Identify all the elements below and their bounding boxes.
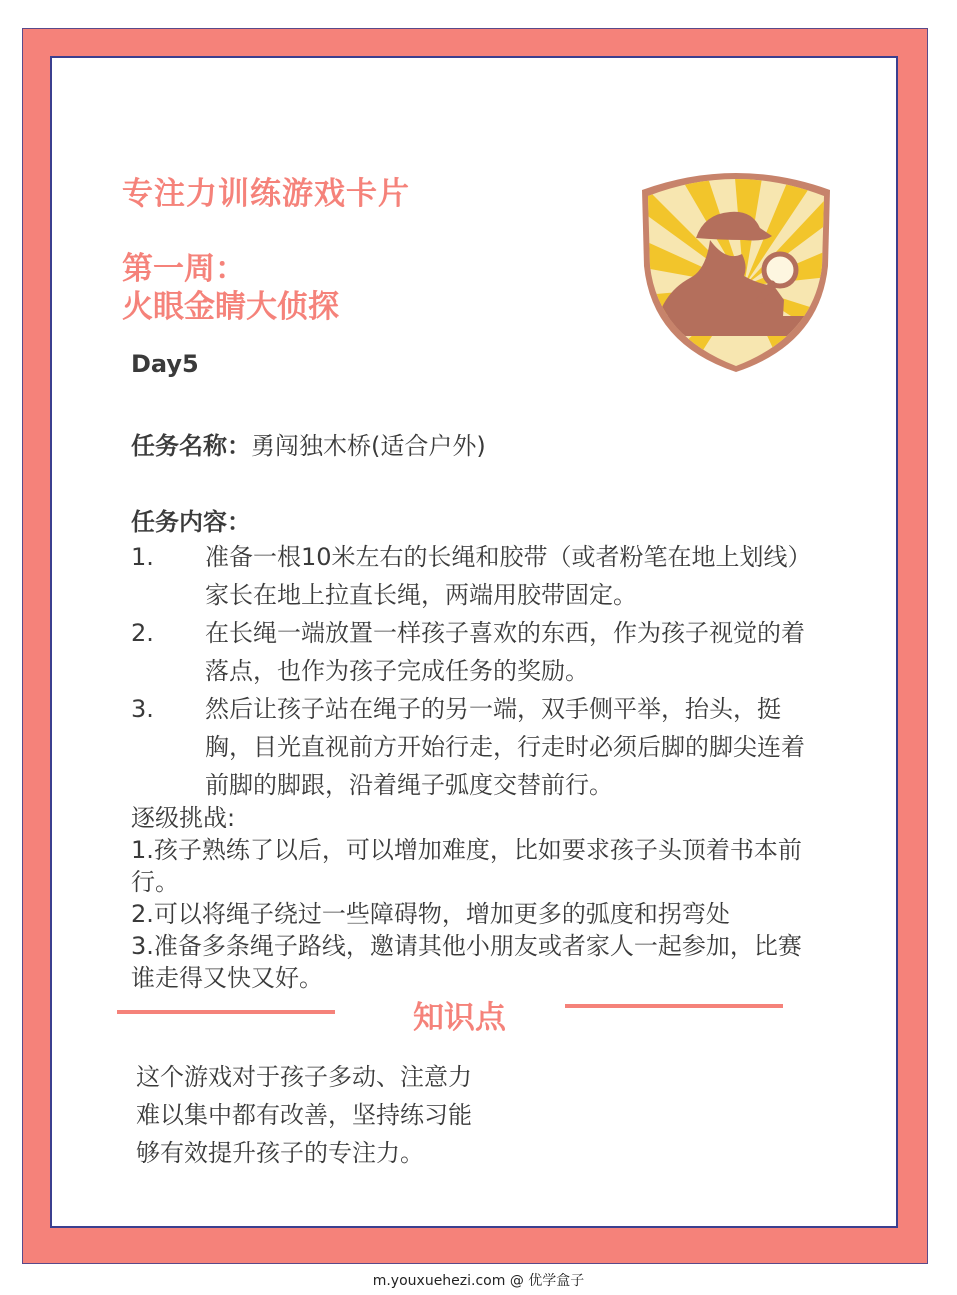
week-heading — [122, 250, 339, 326]
step-text: 然后让孩子站在绳子的另一端，双手侧平举，抬头，挺胸，目光直视前方开始行走，行走时必须后脚的脚尖连着前脚的脚跟，沿着绳子弧度交替前行。 — [205, 695, 805, 799]
footer-watermark: m.youxuehezi.com @ 优学盒子 — [372, 1273, 585, 1289]
task-steps-list — [131, 538, 821, 804]
step-text: 准备一根10米左右的长绳和胶带（或者粉笔在地上划线）家长在地上拉直长绳，两端用胶带固定。 — [205, 543, 812, 609]
card-title: 专注力训练游戏卡片 — [122, 176, 410, 212]
step-text: 在长绳一端放置一样孩子喜欢的东西，作为孩子视觉的着落点，也作为孩子完成任务的奖励。 — [205, 619, 805, 685]
step-number: 2. — [131, 619, 154, 647]
challenge-item: 3.准备多条绳子路线，邀请其他小朋友或者家人一起参加，比赛谁走得又快又好。 — [131, 932, 802, 992]
list-item — [131, 690, 821, 804]
task-name-value: 勇闯独木桥(适合户外) — [251, 432, 486, 460]
knowledge-text — [136, 1058, 536, 1172]
knowledge-divider-right — [565, 1004, 783, 1008]
detective-magnifier-icon — [634, 166, 838, 372]
challenge-label: 逐级挑战: — [131, 804, 236, 832]
challenge-section — [131, 802, 821, 994]
list-item — [131, 614, 821, 690]
challenge-item: 2.可以将绳子绕过一些障碍物，增加更多的弧度和拐弯处 — [131, 900, 730, 928]
week-line-1: 第一周： — [122, 251, 246, 287]
knowledge-line: 这个游戏对于孩子多动、注意力 — [136, 1063, 472, 1091]
task-name-label: 任务名称： — [131, 432, 251, 460]
step-number: 1. — [131, 543, 154, 571]
knowledge-line: 难以集中都有改善，坚持练习能 — [136, 1101, 472, 1129]
knowledge-divider-left — [117, 1010, 335, 1014]
task-content-label: 任务内容： — [131, 508, 251, 536]
day-label: Day5 — [131, 350, 199, 378]
week-line-2: 火眼金睛大侦探 — [122, 289, 339, 325]
challenge-item: 1.孩子熟练了以后，可以增加难度，比如要求孩子头顶着书本前行。 — [131, 836, 802, 896]
list-item — [131, 538, 821, 614]
step-number: 3. — [131, 695, 154, 723]
knowledge-line: 够有效提升孩子的专注力。 — [136, 1139, 424, 1167]
task-name-row — [131, 426, 486, 461]
knowledge-title: 知识点 — [413, 1000, 506, 1036]
